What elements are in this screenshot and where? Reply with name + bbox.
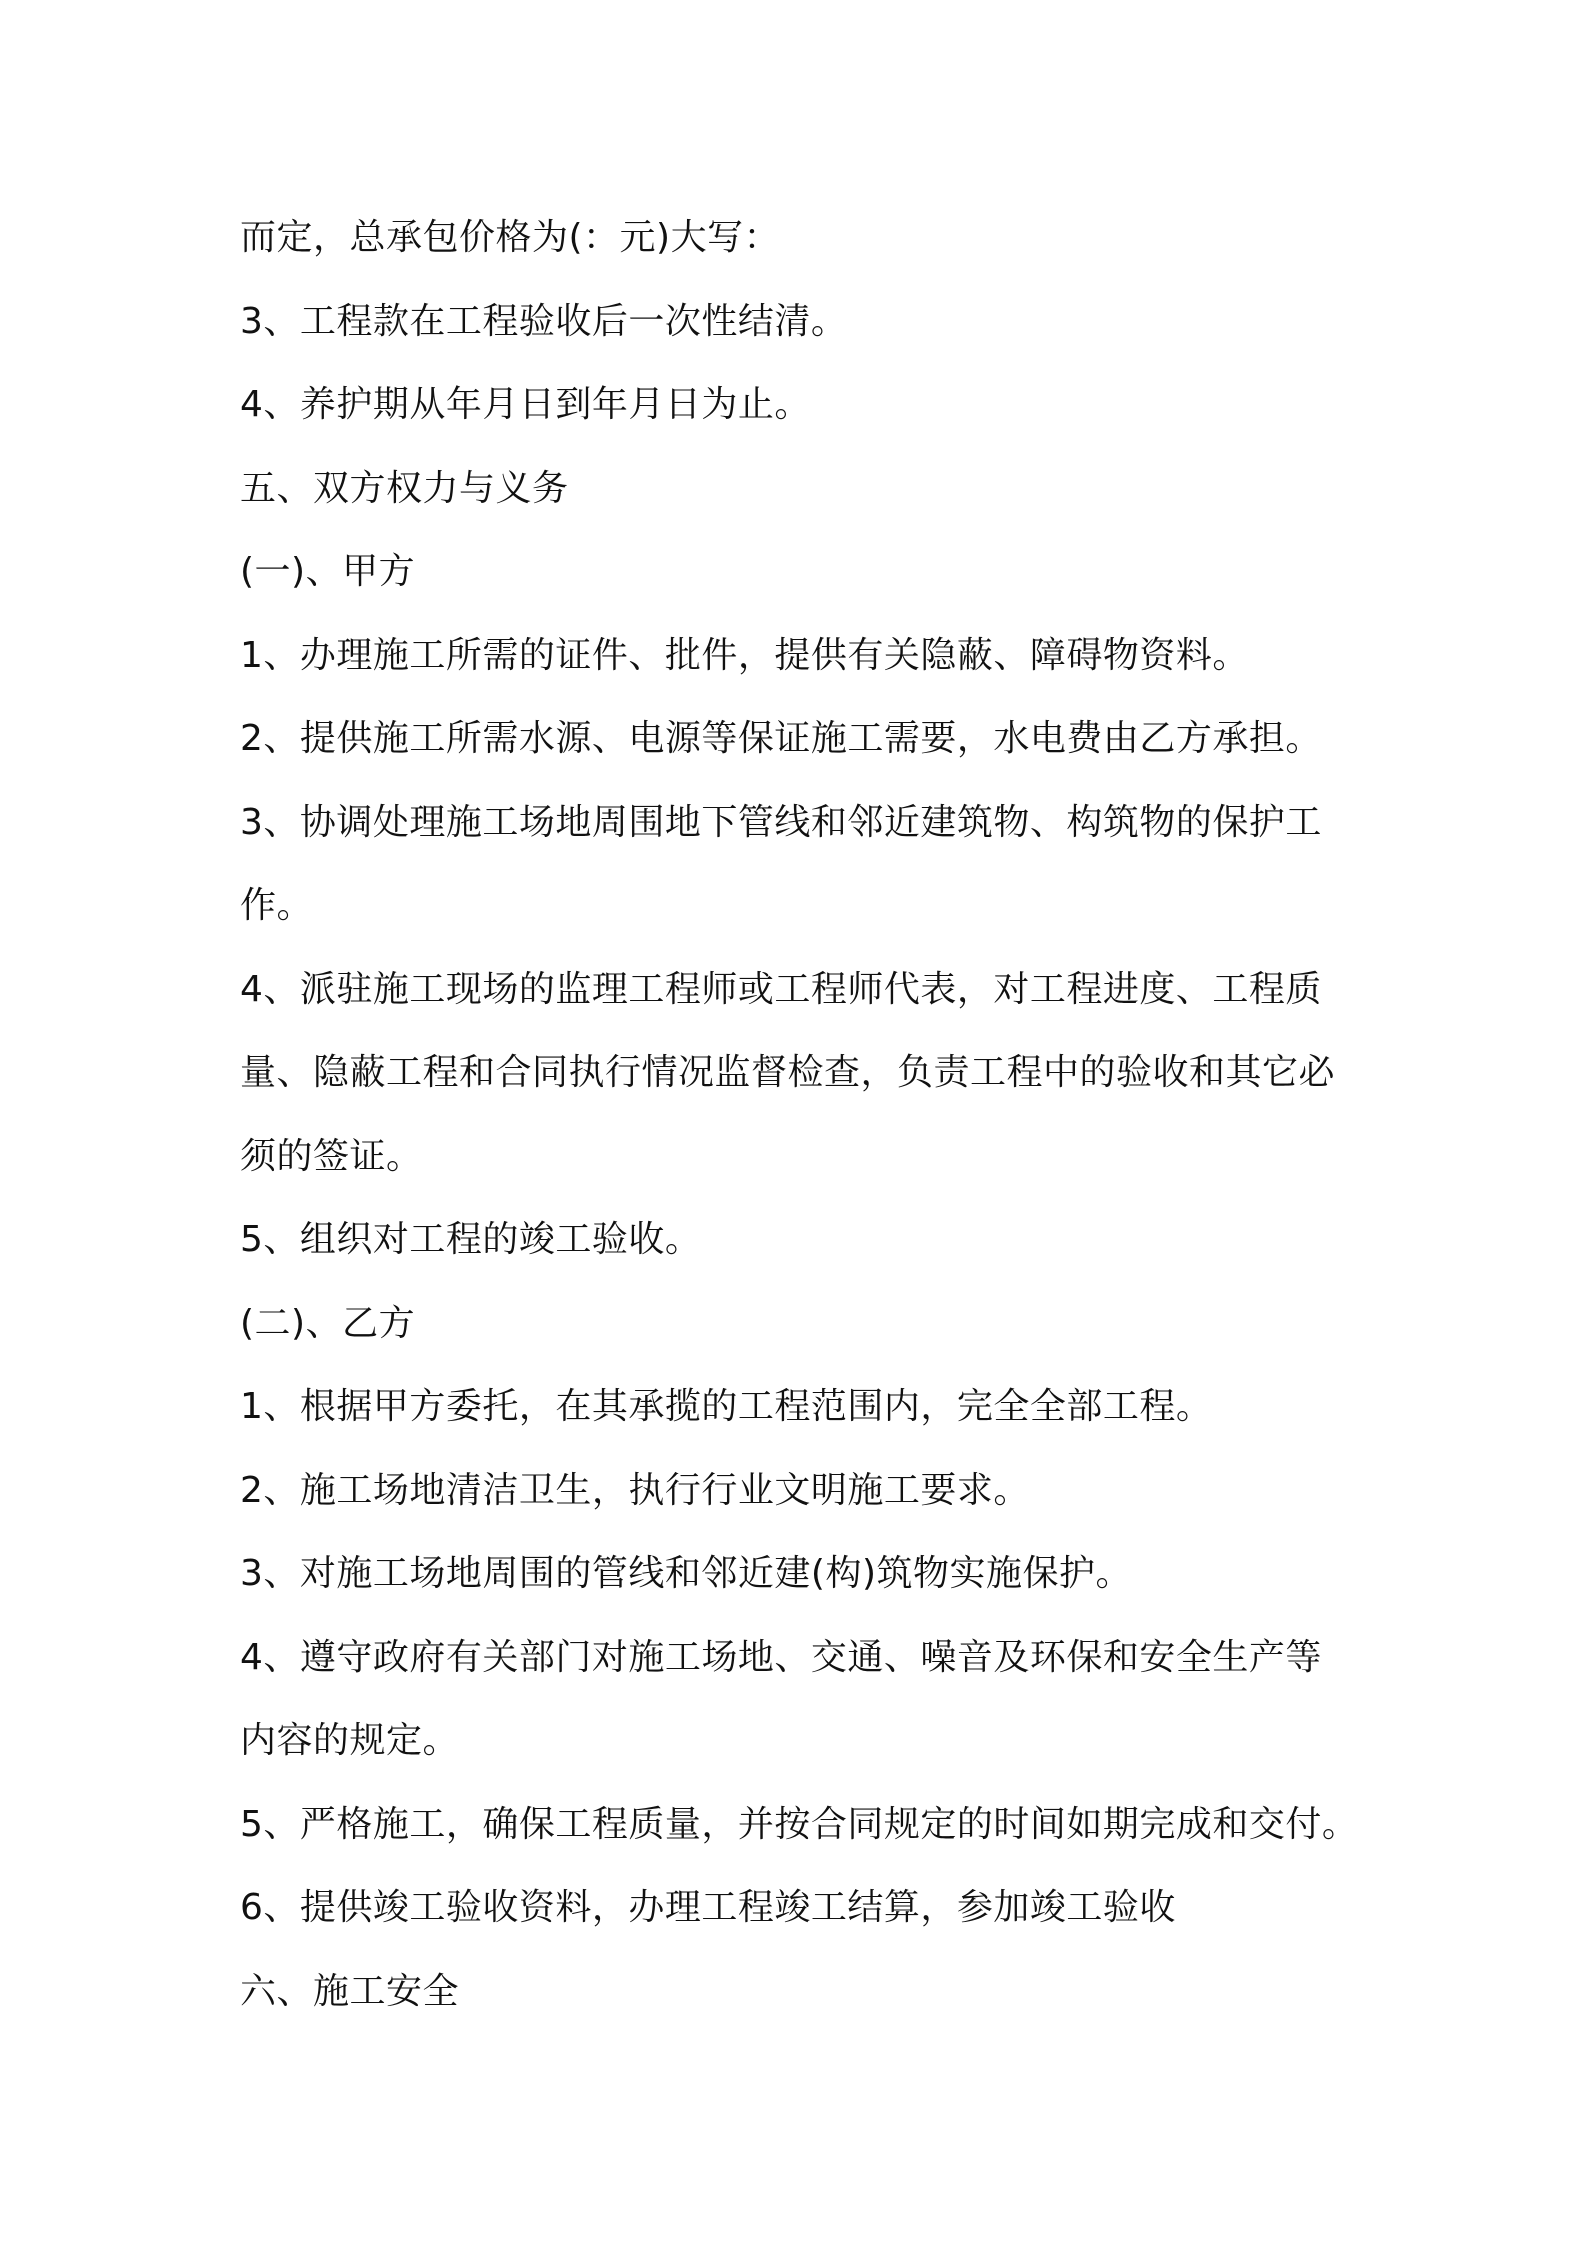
text-line: 3、协调处理施工场地周围地下管线和邻近建筑物、构筑物的保护工 [240,801,1322,843]
text-line: 2、提供施工所需水源、电源等保证施工需要，水电费由乙方承担。 [240,718,1322,759]
section-heading: 五、双方权力与义务 [240,467,569,509]
section-heading: 六、施工安全 [240,1970,460,2012]
text-line: 内容的规定。 [240,1720,460,1761]
subsection-heading: (一)、甲方 [240,551,416,592]
text-line: 5、组织对工程的竣工验收。 [240,1219,702,1260]
subsection-heading: (二)、乙方 [240,1302,416,1344]
text-line: 4、养护期从年月日到年月日为止。 [240,384,811,425]
document-body [240,196,1380,2033]
text-line: 6、提供竣工验收资料，办理工程竣工结算，参加竣工验收 [240,1887,1176,1928]
text-line: 5、严格施工，确保工程质量，并按合同规定的时间如期完成和交付。 [240,1803,1359,1845]
text-line: 而定，总承包价格为(：元)大写： [240,217,781,258]
text-line: 3、对施工场地周围的管线和邻近建(构)筑物实施保护。 [240,1553,1132,1594]
text-line: 量、隐蔽工程和合同执行情况监督检查，负责工程中的验收和其它必 [240,1052,1336,1093]
text-line: 4、遵守政府有关部门对施工场地、交通、噪音及环保和安全生产等 [240,1636,1322,1678]
text-line: 1、办理施工所需的证件、批件，提供有关隐蔽、障碍物资料。 [240,634,1249,676]
text-line: 2、施工场地清洁卫生，执行行业文明施工要求。 [240,1469,1030,1511]
text-line: 作。 [240,885,314,926]
text-line: 须的签证。 [240,1135,423,1177]
text-line: 4、派驻施工现场的监理工程师或工程师代表，对工程进度、工程质 [240,968,1322,1010]
text-line: 1、根据甲方委托，在其承揽的工程范围内，完全全部工程。 [240,1386,1213,1427]
text-line: 3、工程款在工程验收后一次性结清。 [240,300,848,342]
